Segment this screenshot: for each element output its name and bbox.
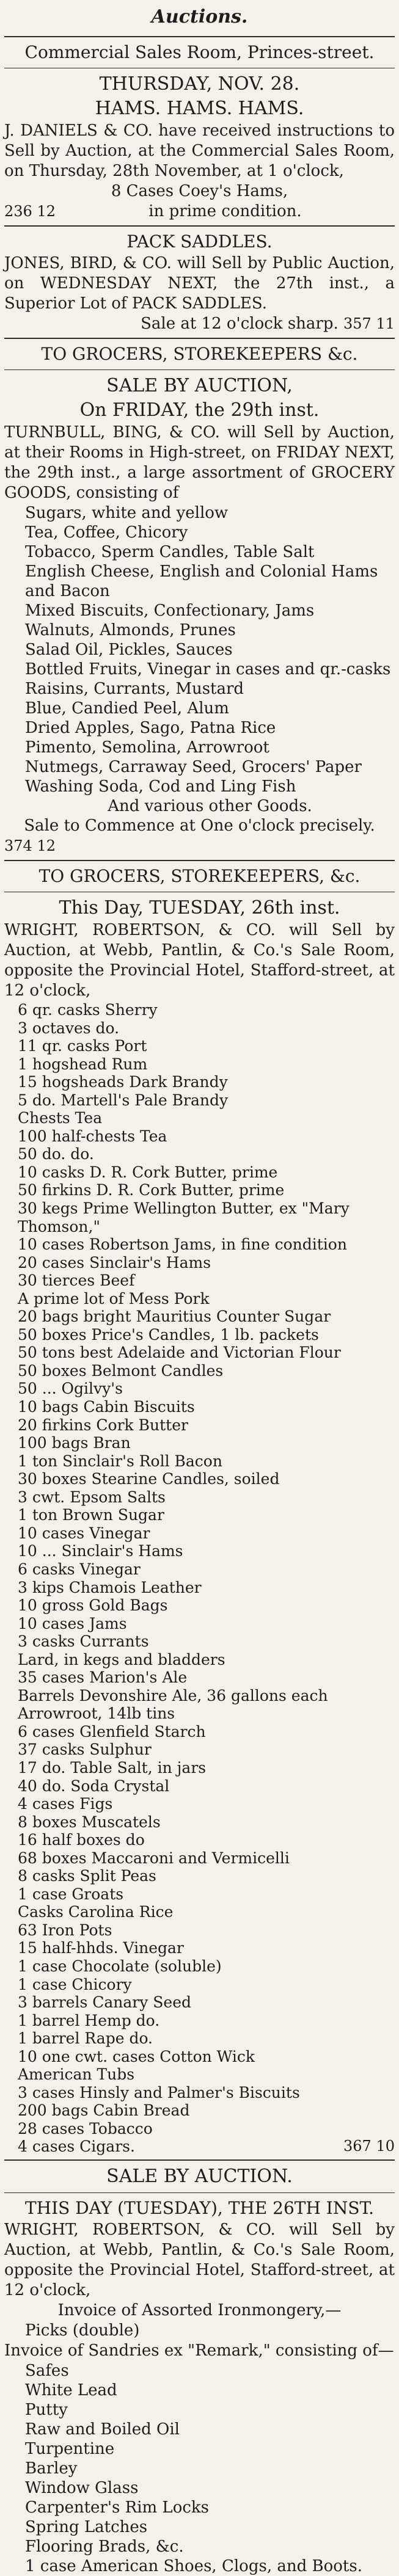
list-item: 28 cases Tobacco xyxy=(18,2119,153,2138)
ad5-line1: Invoice of Assorted Ironmongery,— xyxy=(57,2301,342,2319)
list-item: Salad Oil, Pickles, Sauces xyxy=(25,641,233,659)
list-item: 50 ... Ogilvy's xyxy=(18,1380,123,1398)
list-item: 3 cases Hinsly and Palmer's Biscuits xyxy=(18,2083,300,2101)
list-item: 4 cases Figs xyxy=(18,1795,113,1813)
list-item: 1 hogshead Rum xyxy=(18,1055,148,1073)
ad5-title: SALE BY AUCTION. xyxy=(106,2166,293,2187)
divider xyxy=(4,225,395,227)
list-item: 15 hogsheads Dark Brandy xyxy=(18,1073,228,1091)
ad4-ref: 367 10 xyxy=(343,2138,395,2155)
ad4-date: This Day, TUESDAY, 26th inst. xyxy=(59,897,340,919)
list-item: 10 one cwt. cases Cotton Wick xyxy=(18,2047,255,2065)
ad3-body: TURNBULL, BING, & CO. will Sell by Auction, at their Rooms in High-street, on FRIDAY NEXT, the 29th inst., a large assortment of GROCERY GOODS, consisting of xyxy=(4,423,395,502)
list-item: 50 firkins D. R. Cork Butter, prime xyxy=(18,1181,285,1199)
list-item: Casks Carolina Rice xyxy=(18,1903,174,1921)
divider xyxy=(4,338,395,339)
list-item: 35 cases Marion's Ale xyxy=(18,1668,188,1687)
list-item: 20 firkins Cork Butter xyxy=(18,1416,188,1434)
ad3-date: On FRIDAY, the 29th inst. xyxy=(79,399,320,421)
list-item: 3 casks Currants xyxy=(18,1632,149,1651)
list-item: 10 cases Jams xyxy=(18,1614,127,1632)
list-item: 50 tons best Adelaide and Victorian Flour xyxy=(18,1344,341,1362)
list-item: 6 qr. casks Sherry xyxy=(18,1001,158,1019)
column-title: Auctions. xyxy=(151,6,248,27)
list-item: 30 kegs Prime Wellington Butter, ex "Mary Thomson," xyxy=(18,1199,350,1235)
list-item: Arrowroot, 14lb tins xyxy=(18,1705,175,1723)
list-item: White Lead xyxy=(25,2381,117,2400)
list-item: Spring Latches xyxy=(25,2518,148,2536)
ad4-body: WRIGHT, ROBERTSON, & CO. will Sell by Auction, at Webb, Pantlin, & Co.'s Sale Room, opposite the Provincial Hotel, Stafford-street, at 12 o'clock, xyxy=(4,921,395,1000)
divider xyxy=(4,369,395,370)
list-item: American Tubs xyxy=(18,2065,135,2084)
list-item: 20 cases Sinclair's Hams xyxy=(18,1253,211,1272)
list-item: Barrels Devonshire Ale, 36 gallons each xyxy=(18,1686,328,1705)
list-item: Barley xyxy=(25,2459,78,2478)
list-item: 40 do. Soda Crystal xyxy=(18,1777,170,1795)
list-item: 6 casks Vinegar xyxy=(18,1560,141,1578)
list-item: 10 ... Sinclair's Hams xyxy=(18,1542,183,1560)
ad5-line2: Picks (double) xyxy=(25,2321,140,2340)
ad3-item-list xyxy=(4,503,395,816)
ad1-date: THURSDAY, NOV. 28. xyxy=(99,73,300,95)
list-item: Raw and Boiled Oil xyxy=(25,2420,180,2439)
list-item: 10 bags Cabin Biscuits xyxy=(18,1398,195,1416)
list-item: 3 octaves do. xyxy=(18,1019,120,1037)
ad1-condition: in prime condition. xyxy=(148,202,302,220)
list-item: 20 bags bright Mauritius Counter Sugar xyxy=(18,1308,331,1326)
ad5-date: THIS DAY (TUESDAY), THE 26TH INST. xyxy=(25,2198,374,2218)
list-item: 17 do. Table Salt, in jars xyxy=(18,1758,207,1777)
ad1-item: 8 Cases Coey's Hams, xyxy=(111,182,288,200)
list-item: Carpenter's Rim Locks xyxy=(25,2498,210,2517)
list-item: 30 boxes Stearine Candles, soiled xyxy=(18,1470,280,1488)
list-item: And various other Goods. xyxy=(108,797,312,815)
list-item: Bottled Fruits, Vinegar in cases and qr.-casks xyxy=(25,660,391,679)
list-item: 100 bags Bran xyxy=(18,1434,131,1452)
list-item: 30 tierces Beef xyxy=(18,1272,135,1290)
list-item: 50 boxes Price's Candles, 1 lb. packets xyxy=(18,1325,319,1344)
divider xyxy=(4,860,395,861)
list-item: Tobacco, Sperm Candles, Table Salt xyxy=(25,543,315,561)
list-item: A prime lot of Mess Pork xyxy=(18,1289,210,1308)
ad5-line3: Invoice of Sandries ex "Remark," consisting of— xyxy=(4,2341,394,2360)
ad3-title: SALE BY AUCTION, xyxy=(106,375,293,396)
list-item: 10 gross Gold Bags xyxy=(18,1596,168,1615)
ad1-body: J. DANIELS & CO. have received instructions to Sell by Auction, at the Commercial Sales Room, on Thursday, 28th November, at 1 o'clock, xyxy=(4,122,395,180)
list-item: 8 boxes Muscatels xyxy=(18,1813,161,1831)
list-item: 4 cases Cigars. xyxy=(18,2138,135,2156)
advert-hams xyxy=(4,41,395,222)
list-item: Chests Tea xyxy=(18,1109,103,1127)
list-item: 63 Iron Pots xyxy=(18,1921,112,1939)
advert-wright-robertson-stock xyxy=(4,865,395,2156)
ad2-footer: Sale at 12 o'clock sharp. xyxy=(141,315,339,333)
list-item: Window Glass xyxy=(25,2479,139,2497)
list-item: 200 bags Cabin Bread xyxy=(18,2101,190,2120)
ad2-body: JONES, BIRD, & CO. will Sell by Public Auction, on WEDNESDAY NEXT, the 27th inst., a Superior Lot of PACK SADDLES. xyxy=(4,254,395,313)
list-item: Tea, Coffee, Chicory xyxy=(25,523,188,542)
list-item: 10 cases Robertson Jams, in fine condition xyxy=(18,1235,347,1254)
list-item: 1 case Chicory xyxy=(18,1975,132,1993)
list-item: Pimento, Semolina, Arrowroot xyxy=(25,738,269,757)
list-item: 1 case American Shoes, Clogs, and Boots. xyxy=(25,2557,362,2575)
list-item: Lard, in kegs and bladders xyxy=(18,1650,225,1668)
list-item: 3 barrels Canary Seed xyxy=(18,1993,192,2012)
ad1-venue: Commercial Sales Room, Princes-street. xyxy=(24,42,375,62)
advert-ironmongery xyxy=(4,2164,395,2576)
divider xyxy=(4,2192,395,2193)
ad3-ref: 374 12 xyxy=(4,837,56,854)
ad3-footer: Sale to Commence at One o'clock precisely. xyxy=(24,817,375,835)
divider xyxy=(4,2159,395,2161)
list-item: 1 barrel Rape do. xyxy=(18,2029,153,2048)
list-item: 100 half-chests Tea xyxy=(18,1127,167,1145)
list-item: 50 boxes Belmont Candles xyxy=(18,1361,224,1380)
list-item: 11 qr. casks Port xyxy=(18,1037,147,1055)
list-item: 8 casks Split Peas xyxy=(18,1867,156,1885)
list-item: 5 do. Martell's Pale Brandy xyxy=(18,1091,229,1109)
list-item: 1 case Chocolate (soluble) xyxy=(18,1957,222,1975)
list-item: 1 case Groats xyxy=(18,1885,124,1903)
ad3-to: TO GROCERS, STOREKEEPERS &c. xyxy=(41,344,358,364)
list-item: Nutmegs, Carraway Seed, Grocers' Paper xyxy=(25,758,362,776)
advert-grocery-goods xyxy=(4,343,395,856)
list-item: Walnuts, Almonds, Prunes xyxy=(25,621,236,639)
list-item: Putty xyxy=(25,2401,68,2419)
list-item: Blue, Candied Peel, Alum xyxy=(25,699,229,718)
list-item: English Cheese, English and Colonial Hams and Bacon xyxy=(25,562,378,600)
list-item: 10 cases Vinegar xyxy=(18,1524,150,1542)
list-item: 3 cwt. Epsom Salts xyxy=(18,1488,166,1506)
ad1-heading: HAMS. HAMS. HAMS. xyxy=(95,98,304,119)
newspaper-column xyxy=(4,0,395,2576)
list-item: Raisins, Currants, Mustard xyxy=(25,680,244,698)
ad2-ref: 357 11 xyxy=(343,315,395,332)
list-item: 1 barrel Hemp do. xyxy=(18,2011,160,2029)
ad5-body: WRIGHT, ROBERTSON, & CO. will Sell by Auction, at Webb, Pantlin, & Co.'s Sale Room, opposite the Provincial Hotel, Stafford-street, at 12 o'clock, xyxy=(4,2221,395,2299)
list-item: Sugars, white and yellow xyxy=(25,504,229,522)
list-item: Mixed Biscuits, Confectionary, Jams xyxy=(25,602,315,620)
list-item: 50 do. do. xyxy=(18,1145,94,1163)
list-item: Washing Soda, Cod and Ling Fish xyxy=(25,777,296,796)
list-item: Flooring Brads, &c. xyxy=(25,2538,184,2556)
divider xyxy=(4,36,395,37)
ad5-item-list xyxy=(4,2361,395,2576)
list-item: 68 boxes Maccaroni and Vermicelli xyxy=(18,1849,290,1867)
list-item: Dried Apples, Sago, Patna Rice xyxy=(25,719,276,737)
ad4-to: TO GROCERS, STOREKEEPERS, &c. xyxy=(38,866,361,886)
ad2-heading: PACK SADDLES. xyxy=(126,231,273,252)
list-item: Safes xyxy=(25,2362,69,2380)
ad4-item-list xyxy=(4,1001,395,2156)
list-item: 3 kips Chamois Leather xyxy=(18,1578,202,1596)
list-item: 6 cases Glenfield Starch xyxy=(18,1722,206,1741)
list-item: Turpentine xyxy=(25,2440,115,2458)
list-item: 37 casks Sulphur xyxy=(18,1741,152,1759)
list-item: 10 casks D. R. Cork Butter, prime xyxy=(18,1163,278,1181)
list-item: 15 half-hhds. Vinegar xyxy=(18,1939,184,1957)
advert-pack-saddles xyxy=(4,230,395,334)
list-item: 16 half boxes do xyxy=(18,1831,145,1849)
ad1-ref: 236 12 xyxy=(4,203,56,220)
list-item: 1 ton Brown Sugar xyxy=(18,1506,164,1524)
list-item: 1 ton Sinclair's Roll Bacon xyxy=(18,1452,222,1470)
